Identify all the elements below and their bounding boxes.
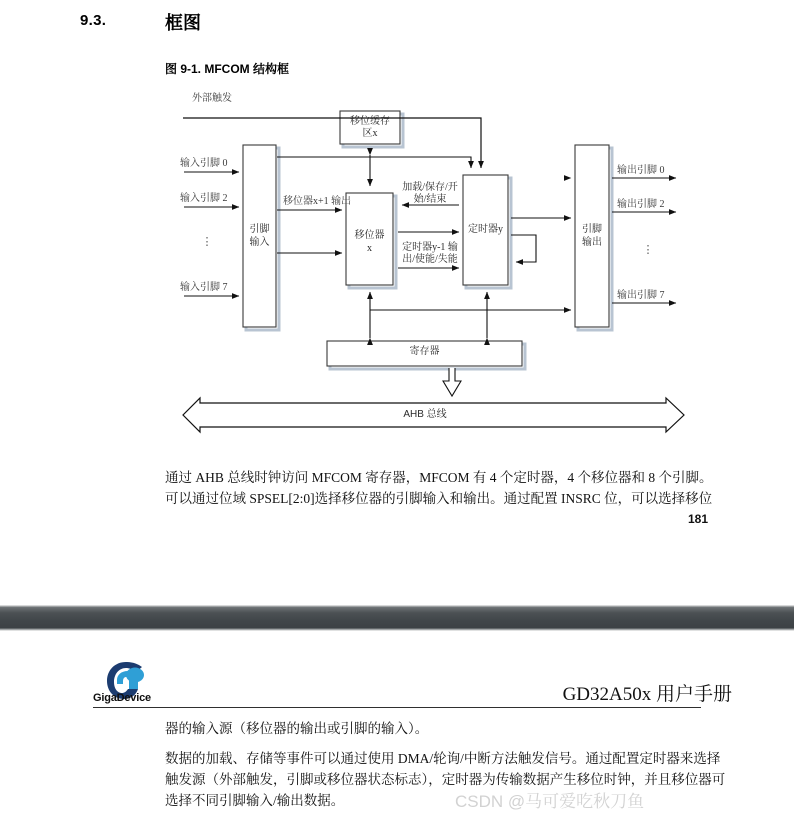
pin-output-block-label-line1: 引脚	[582, 224, 602, 235]
document-header-title: GD32A50x 用户手册	[562, 684, 732, 705]
page-number: 181	[688, 512, 709, 526]
shifter-out-signal-label: 移位器x+1 输出	[283, 196, 352, 207]
pin-input-block-label-line2: 输入	[249, 237, 270, 248]
load-store-signal-label-line2: 始/结束	[413, 194, 447, 205]
body-paragraph-1-line-1: 通过 AHB 总线时钟访问 MFCOM 寄存器，MFCOM 有 4 个定时器，4 个移位器和 8 个引脚。	[165, 470, 713, 485]
figure-caption: 图 9-1. MFCOM 结构框	[165, 62, 290, 76]
section-number: 9.3.	[80, 12, 107, 29]
page2-paragraph-2-line-3: 选择不同引脚输入/输出数据。	[165, 793, 345, 808]
body-paragraph-1-line-2: 可以通过位域 SPSEL[2:0]选择移位器的引脚输入和输出。通过配置 INSRC 位，可以选择移位	[165, 491, 713, 506]
timer-block-label: 定时器y	[468, 224, 503, 235]
shifter-block-label-line2: x	[367, 243, 372, 254]
page2-paragraph-1: 器的输入源（移位器的输出或引脚的输入）。	[165, 721, 429, 736]
section-title: 框图	[165, 13, 201, 33]
shift-buffer-label-line2: 区x	[362, 128, 378, 139]
output-ellipsis: ⋮	[642, 244, 654, 256]
logo-wordmark: GigaDevice	[93, 692, 151, 704]
output-pin-7-label: 输出引脚 7	[617, 290, 665, 301]
output-pin-2-label: 输出引脚 2	[617, 199, 665, 210]
shifter-block-label-line1: 移位器	[354, 230, 385, 241]
input-ellipsis: ⋮	[201, 236, 213, 248]
timer-prev-signal-label-line1: 定时器y-1 输	[402, 242, 458, 253]
load-store-signal-label-line1: 加载/保存/开	[402, 182, 458, 193]
shift-buffer-label-line1: 移位缓存	[350, 116, 390, 127]
input-pin-7-label: 输入引脚 7	[180, 282, 228, 293]
csdn-watermark: CSDN @马可爱吃秋刀鱼	[455, 792, 645, 811]
pin-output-block-label-line2: 输出	[582, 237, 602, 248]
header-divider	[93, 707, 701, 708]
timer-prev-signal-label-line2: 出/使能/失能	[402, 254, 458, 265]
page2-paragraph-2-line-1: 数据的加载、存储等事件可以通过使用 DMA/轮询/中断方法触发信号。通过配置定时器来选择	[165, 751, 721, 766]
input-pin-2-label: 输入引脚 2	[180, 193, 228, 204]
external-trigger-label: 外部触发	[192, 93, 232, 104]
page2-paragraph-2-line-2: 触发源（外部触发，引脚或移位器状态标志），定时器为传输数据产生移位时钟，并且移位器可	[165, 772, 726, 787]
page-separator	[0, 605, 794, 631]
input-pin-0-label: 输入引脚 0	[180, 158, 228, 169]
register-block-label: 寄存器	[409, 346, 440, 357]
output-pin-0-label: 输出引脚 0	[617, 165, 665, 176]
pin-input-block-label-line1: 引脚	[249, 224, 270, 235]
ahb-bus-label: AHB 总线	[403, 409, 447, 420]
